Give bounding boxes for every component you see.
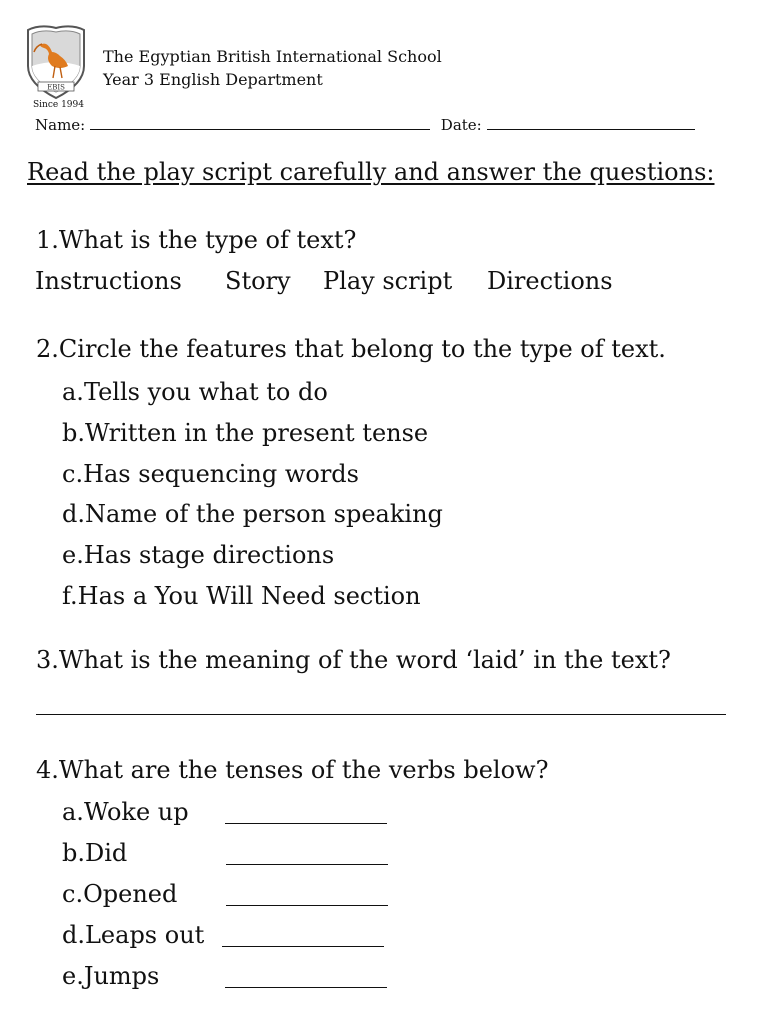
date-label: Date: <box>440 116 482 134</box>
name-label: Name: <box>35 116 86 134</box>
verb-answer-line[interactable] <box>226 864 388 865</box>
name-blank[interactable] <box>90 129 430 130</box>
verb-answer-line[interactable] <box>222 946 384 947</box>
date-blank[interactable] <box>487 129 695 130</box>
question-3: 3.What is the meaning of the word ‘laid’ in the text? <box>36 646 671 674</box>
verb-item: e.Jumps <box>62 962 160 990</box>
feature-item[interactable]: d.Name of the person speaking <box>62 500 443 528</box>
verb-answer-line[interactable] <box>225 987 387 988</box>
feature-item[interactable]: c.Has sequencing words <box>62 460 359 488</box>
option-story[interactable]: Story <box>225 267 291 295</box>
feature-item[interactable]: e.Has stage directions <box>62 541 335 569</box>
feature-item[interactable]: f.Has a You Will Need section <box>62 582 421 610</box>
school-name: The Egyptian British International School <box>103 47 442 66</box>
verb-item: a.Woke up <box>62 798 189 826</box>
question-1: 1.What is the type of text? <box>36 226 357 254</box>
crest-label: EBIS <box>47 83 65 92</box>
question-4: 4.What are the tenses of the verbs below? <box>36 756 549 784</box>
question-3-answer-line[interactable] <box>36 714 726 715</box>
question-2: 2.Circle the features that belong to the type of text. <box>36 335 666 363</box>
option-play-script[interactable]: Play script <box>323 267 453 295</box>
verb-item: c.Opened <box>62 880 178 908</box>
option-instructions[interactable]: Instructions <box>35 267 182 295</box>
school-crest-logo <box>22 22 90 100</box>
instruction-heading: Read the play script carefully and answer the questions: <box>27 158 715 186</box>
name-date-row <box>35 116 695 134</box>
verb-item: b.Did <box>62 839 128 867</box>
option-directions[interactable]: Directions <box>487 267 613 295</box>
verb-item: d.Leaps out <box>62 921 205 949</box>
verb-answer-line[interactable] <box>226 905 388 906</box>
department-name: Year 3 English Department <box>103 70 323 89</box>
feature-item[interactable]: b.Written in the present tense <box>62 419 429 447</box>
since-label: Since 1994 <box>33 100 84 110</box>
feature-item[interactable]: a.Tells you what to do <box>62 378 328 406</box>
verb-answer-line[interactable] <box>225 823 387 824</box>
